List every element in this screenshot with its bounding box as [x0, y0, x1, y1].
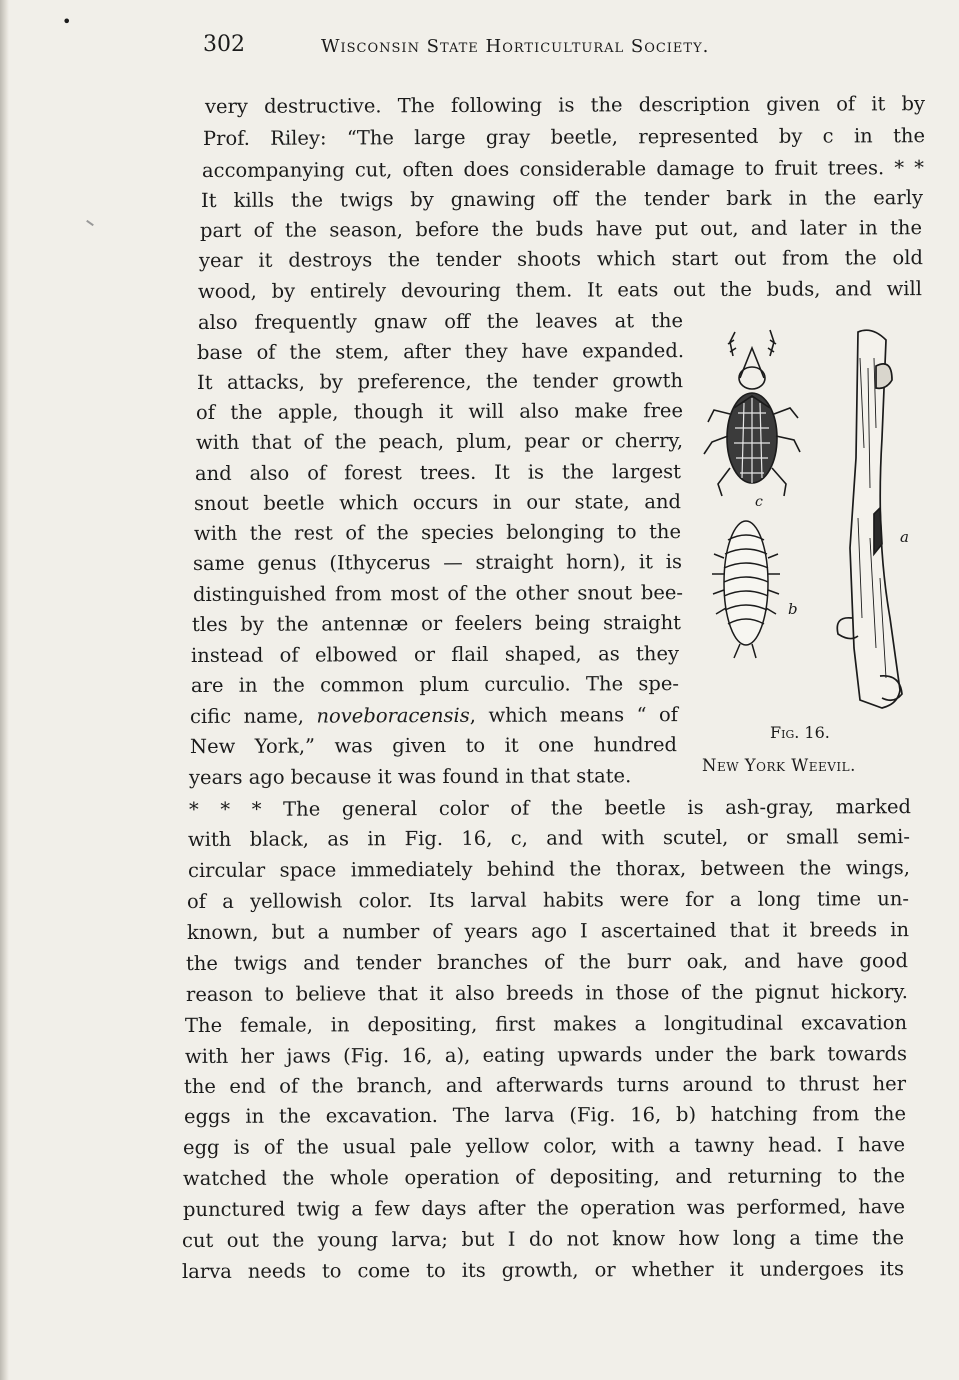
text-line: reason to believe that it also breeds in those of the pignut hickory. — [185, 980, 909, 1006]
text-line: circular space immediately behind the thorax, between the wings, — [187, 856, 911, 882]
text-line: same genus (Ithycerus — straight horn), it is — [192, 550, 683, 575]
text-line: cific name, noveboracensis, which means “ of — [189, 703, 679, 728]
text-line: distinguished from most of the other snout bee- — [192, 581, 684, 606]
text-line: watched the whole operation of depositing, and returning to the — [182, 1164, 906, 1190]
text-line: years ago because it was found in that state. — [188, 764, 632, 789]
weevil-illustration — [700, 318, 940, 718]
larva-drawing — [712, 521, 780, 658]
text-line: * * * The general color of the beetle is ash-gray, marked — [188, 795, 912, 821]
larva-label: b — [788, 600, 798, 618]
figure-caption: New York Weevil. — [702, 756, 856, 775]
text-line: with black, as in Fig. 16, c, and with scutel, or small semi- — [187, 825, 911, 851]
text-line: accompanying cut, often does considerable damage to fruit trees. * * — [201, 156, 925, 182]
page-edge — [0, 0, 9, 1380]
text-line: base of the stem, after they have expanded. — [196, 339, 685, 364]
text-line: of a yellowish color. Its larval habits were for a long time un- — [186, 887, 910, 913]
text-line: known, but a number of years ago I ascertained that it breeds in — [186, 918, 910, 944]
twig-label: a — [900, 528, 909, 546]
text-line: cut out the young larva; but I do not know how long a time the — [181, 1226, 905, 1252]
running-title: Wisconsin State Horticultural Society. — [321, 36, 710, 57]
text-line: are in the common plum curculio. The spe- — [190, 672, 680, 697]
stray-mark: • — [62, 12, 72, 31]
text-line: with the rest of the species belonging to the — [193, 520, 682, 545]
text-line: wood, by entirely devouring them. It eats out the buds, and will — [197, 277, 923, 303]
text-line: with her jaws (Fig. 16, a), eating upwards under the bark towards — [184, 1042, 908, 1068]
text-line: New York,” was given to it one hundred — [189, 733, 678, 758]
text-line: and also of forest trees. It is the largest — [194, 460, 682, 485]
text-line: larva needs to come to its growth, or whether it undergoes its — [181, 1257, 905, 1283]
figure-16 — [700, 318, 940, 788]
text-line: eggs in the excavation. The larva (Fig. 16, b) hatching from the — [183, 1102, 907, 1128]
text-line: of the apple, though it will also make free — [195, 399, 684, 424]
text-line: very destructive. The following is the description given of it by — [204, 92, 926, 118]
figure-number: Fig. 16. — [770, 723, 830, 742]
text-line: part of the season, before the buds have put out, and later in the — [199, 216, 923, 242]
beetle-label: c — [755, 494, 763, 510]
text-line: Prof. Riley: “The large gray beetle, represented by c in the — [202, 124, 926, 150]
twig-drawing — [837, 330, 902, 708]
species-name: noveboracensis — [316, 703, 470, 728]
text-line: punctured twig a few days after the operation was performed, have — [182, 1195, 906, 1221]
stray-mark — [86, 220, 94, 226]
text-line: The female, in depositing, first makes a longitudinal excavation — [184, 1011, 908, 1037]
text-line: It attacks, by preference, the tender growth — [196, 369, 684, 394]
text-line: instead of elbowed or flail shaped, as they — [190, 642, 680, 667]
page-header — [203, 30, 813, 64]
text-line: snout beetle which occurs in our state, and — [193, 490, 682, 515]
text-line: the twigs and tender branches of the burr oak, and have good — [185, 949, 909, 975]
text-line: with that of the peach, plum, pear or cherry, — [195, 429, 684, 454]
text-line: egg is of the usual pale yellow color, with a tawny head. I have — [182, 1133, 906, 1159]
text-line: year it destroys the tender shoots which start out from the old — [198, 246, 924, 272]
text-line: the end of the branch, and afterwards turns around to thrust her — [183, 1072, 907, 1098]
page-number: 302 — [203, 32, 245, 57]
text-line: also frequently gnaw off the leaves at the — [197, 309, 684, 334]
text-line: tles by the antennæ or feelers being straight — [191, 611, 682, 636]
text-line: It kills the twigs by gnawing off the tender bark in the early — [200, 186, 924, 212]
